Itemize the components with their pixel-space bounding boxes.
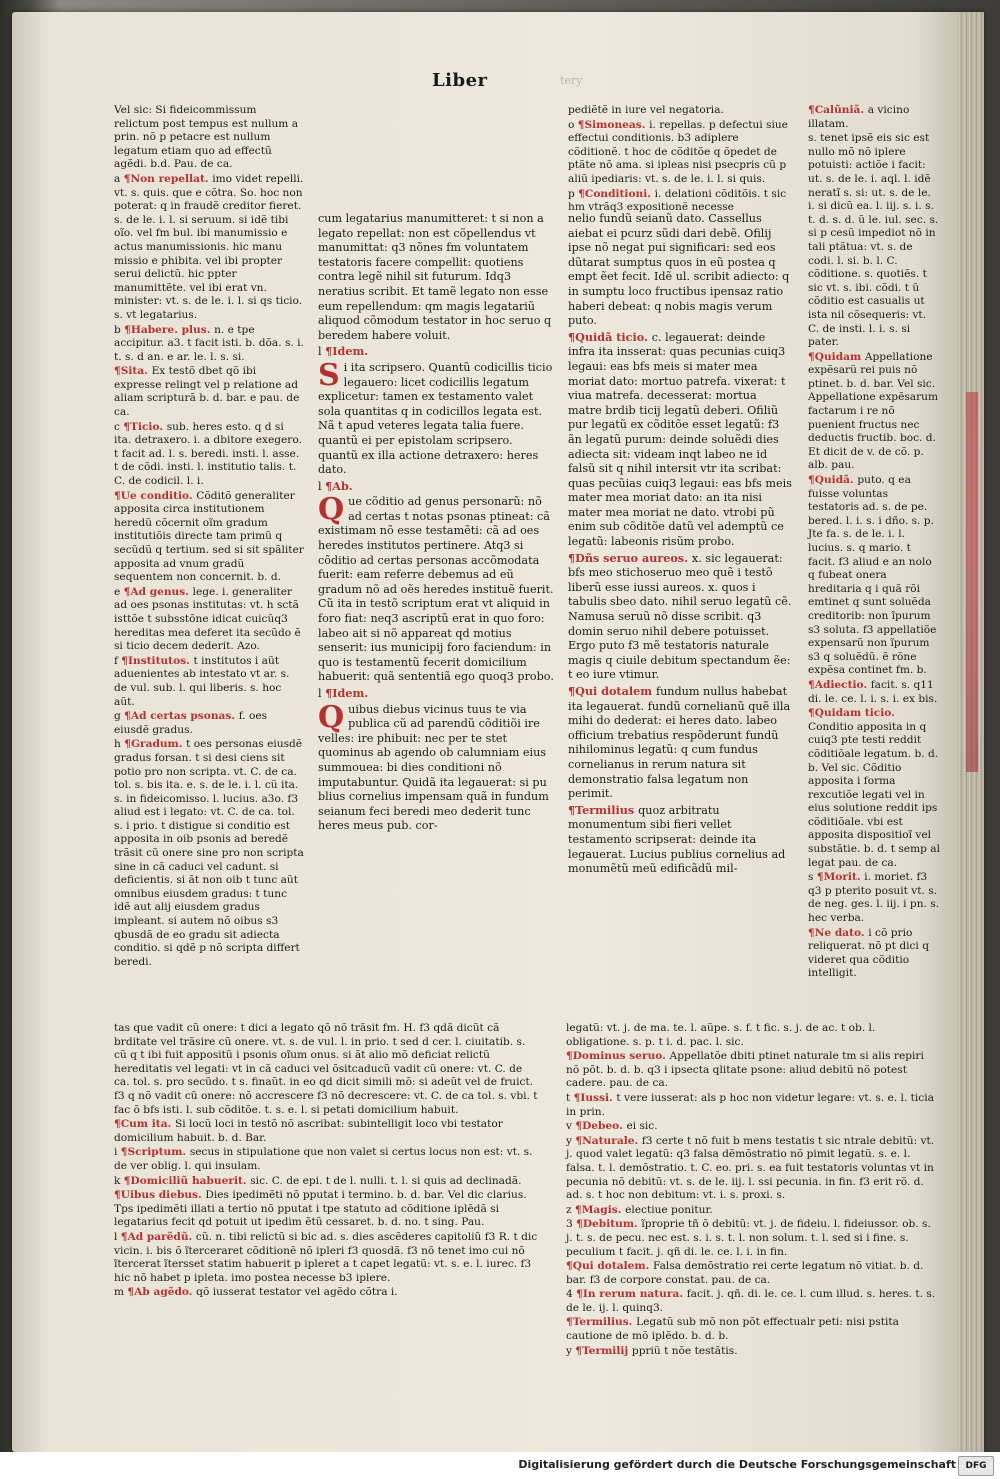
paragraph-mark: ¶ xyxy=(127,1286,135,1299)
rubric-heading: Debitum. xyxy=(582,1218,642,1231)
running-title: Liber xyxy=(432,70,488,91)
gloss-text: quoz arbitratu monumentum sibi fieri vellet testamento scripserat: deinde ita legauerat. Lucius publius cornelius ad monumẽtũ meũ edificãdũ mil- xyxy=(568,803,786,876)
text-paragraph xyxy=(566,1288,940,1315)
gloss-text: cũ. n. tibi relictũ si bic ad. s. dies ascẽderes capitoliũ f3 R. t dic vicin. i. bis õ ĩterceraret cõditionẽ nõ ipleri f3 quosdã. f3 nõ tenet imo cui nõ ĩtercerat ĩtersset statim habuerit p ipleret a t capet legatũ: vt. s. e. l. iurec. f3 hic nõ habet p ipleta. imo postea necesse b3 iplere. xyxy=(114,1230,538,1284)
text-paragraph xyxy=(566,1316,940,1343)
gloss-text: Conditio apposita in q cuiq3 pte testi reddit cõditiõale legatum. b. d. b. Vel sic. Cõditio apposita i forma rexcutiõe legati vel in eius solutione reddit ips cõditiõale. vbi est apposita dispositioĩ vel substãtie. b. d. t semp al legat pau. de ca. xyxy=(808,720,940,869)
text-paragraph xyxy=(114,1022,538,1117)
text-paragraph xyxy=(566,1120,940,1134)
gloss-text: Appellatione expẽsarũ rei puis nõ ptinet. b. d. bar. Vel sic. Appellatione expẽsarum factarum i re nõ puenient fructus nec deductis fructib. boc. d. Et dicit de v. de cõ. p. alb. pau. xyxy=(808,350,939,472)
paragraph-mark: ¶ xyxy=(578,187,585,200)
rubric-heading: Iussi. xyxy=(580,1091,617,1104)
text-paragraph xyxy=(114,655,304,709)
text-paragraph xyxy=(318,492,554,685)
funding-note: Digitalisierung gefördert durch die Deutsche Forschungsgemeinschaft xyxy=(518,1458,956,1471)
gloss-text: ĩproprie tñ õ debitũ: vt. j. de fideiu. l. fideiussor. ob. s. j. t. s. de pecu. nec est. s. i. s. t. l. non solum. t. l. sed si i fine. s. peculium t facit. j. qñ di. le. ce. l. i. in fin. xyxy=(566,1218,931,1258)
rubric-heading: Idem. xyxy=(332,686,369,700)
text-paragraph xyxy=(318,344,554,360)
rubric-heading: Naturale. xyxy=(582,1134,642,1147)
paragraph-mark: ¶ xyxy=(566,1316,573,1329)
paragraph-mark: ¶ xyxy=(568,802,576,817)
text-paragraph xyxy=(566,1050,940,1091)
text-paragraph xyxy=(568,684,792,802)
text-paragraph xyxy=(566,1135,940,1203)
gloss-text: i. delationi cõditõis. t sic hm vtrãq3 expositionẽ necesse xyxy=(568,187,787,214)
paragraph-mark: ¶ xyxy=(121,654,129,667)
rubric-heading: Institutos. xyxy=(128,654,194,667)
rubric-heading: Termilius xyxy=(575,802,639,817)
paragraph-mark: ¶ xyxy=(114,489,121,502)
gloss-marker: l xyxy=(318,345,326,359)
text-paragraph xyxy=(114,586,304,654)
gloss-text: Cõditõ generaliter apposita circa institutionem heredũ cõcernit oĩm gradum institutiõis directe tam primũ q secũdũ q tertium. sed si sit spãliter apposita ad vnum gradũ sequentem non concernit. b. d. xyxy=(114,489,304,584)
paragraph-mark: ¶ xyxy=(808,707,815,720)
paragraph-mark: ¶ xyxy=(808,350,815,363)
rubric-heading: Ne dato. xyxy=(814,926,869,939)
paragraph-mark: ¶ xyxy=(325,344,333,359)
gloss-marker: m xyxy=(114,1286,128,1299)
gloss-marker: l xyxy=(318,479,326,493)
paragraph-mark: ¶ xyxy=(123,420,131,433)
text-paragraph xyxy=(568,330,792,550)
gloss-marker: h xyxy=(114,738,125,751)
paragraph-mark: ¶ xyxy=(568,550,576,565)
text-paragraph xyxy=(566,1022,940,1049)
gloss-marker: e xyxy=(114,585,124,598)
gloss-marker: g xyxy=(114,710,125,723)
rubric-heading: Adiectio. xyxy=(814,678,871,691)
rubric-heading: Calũniã. xyxy=(814,104,868,116)
gloss-text: legatũ: vt. j. de ma. te. l. aũpe. s. f. t fic. s. j. de ac. t ob. l. obligatione. s. p. t i. d. pac. l. sic. xyxy=(566,1022,876,1048)
gloss-marker: v xyxy=(566,1120,576,1133)
gloss-marker: 4 xyxy=(566,1288,577,1301)
paragraph-mark: ¶ xyxy=(124,738,131,751)
show-through-text: tery xyxy=(560,74,583,87)
paragraph-mark: ¶ xyxy=(123,1174,131,1187)
text-paragraph xyxy=(114,490,304,585)
paragraph-mark: ¶ xyxy=(114,1189,121,1202)
gloss-text: Vel sic: Si fideicommissum relictum post tempus est nullum a prin. nõ p petacre est nullum legatum etiam quo ad effectũ agẽdi. b.d. Pau. de ca. xyxy=(114,104,299,171)
red-bookmark-strip xyxy=(966,392,978,772)
text-paragraph xyxy=(566,1345,940,1359)
gloss-marker: k xyxy=(114,1174,124,1187)
text-paragraph xyxy=(318,357,554,478)
gloss-text: facit. j. qñ. di. le. ce. l. cum illud. s. heres. t. s. de le. ij. l. quinq3. xyxy=(566,1288,936,1314)
text-paragraph xyxy=(568,551,792,683)
rubric-heading: Morit. xyxy=(823,871,865,884)
gloss-text: t institutos i aũt aduenientes ab intestato vt ar. s. de vul. sub. l. qui liberis. s. hoc aũt. xyxy=(114,654,290,708)
gloss-text: n. e tpe accipitur. a3. t facit isti. b. dõa. s. i. t. s. d an. e ar. le. l. s. si. xyxy=(114,323,304,363)
rubric-heading: Termilij xyxy=(582,1344,632,1357)
rubric-heading: Non repellat. xyxy=(130,172,213,185)
rubric-heading: Qui dotalem xyxy=(575,684,656,698)
text-paragraph xyxy=(114,1189,538,1230)
text-paragraph xyxy=(566,1218,940,1259)
rubric-heading: Quidam ticio. xyxy=(814,707,895,720)
paragraph-mark: ¶ xyxy=(325,686,333,700)
rubric-heading: Uibus diebus. xyxy=(120,1189,206,1202)
rubric-heading: Qui dotalem. xyxy=(572,1260,653,1273)
text-paragraph xyxy=(114,365,304,419)
text-paragraph xyxy=(566,1204,940,1218)
rubric-heading: Ab agẽdo. xyxy=(134,1286,197,1299)
paragraph-mark: ¶ xyxy=(808,926,815,939)
text-paragraph xyxy=(568,104,792,118)
rubric-heading: Debeo. xyxy=(582,1120,627,1133)
gloss-text: x. sic legauerat: bfs meo stichoseruo meo quẽ i testõ liberũ esse iussi aureos. x. quos i tabulis sbeo dato. nihil seruo legatũ cẽ. Namusa seruũ nõ disse scribit. q3 domin seruo nihil debere potuisset. Ergo puto f3 mẽ testatoris naturale magis q ciuile debitum spectandum ẽe: t eo iure vtimur. xyxy=(568,551,792,682)
paragraph-mark: ¶ xyxy=(575,1134,583,1147)
text-paragraph xyxy=(808,871,940,925)
text-paragraph xyxy=(114,421,304,489)
gloss-text: imo videt repelli. vt. s. quis. que e cõtra. So. hoc non poterat: q in fraudẽ creditor fieret. s. de le. i. l. si seruum. si idẽ tibi oĩo. vel fm bul. ibi manumissio e actus manumissionis. hic manu missio e phibita. vel ibi propter serui delictũ. hic ppter manumittẽte. vel ibi erat vn. minister: vt. s. de le. i. l. si qs ticio. s. vt legatarius. xyxy=(114,172,304,321)
bottom-gloss-block xyxy=(114,1022,940,1357)
rubric-heading: Ad certas psonas. xyxy=(130,710,239,723)
rubric-heading: Ab. xyxy=(332,478,353,493)
rubric-heading: Conditioni. xyxy=(584,187,655,200)
gloss-marker: c xyxy=(114,420,124,433)
paragraph-mark: ¶ xyxy=(576,1288,583,1301)
paragraph-mark: ¶ xyxy=(120,1230,128,1243)
gloss-text: Ex testõ dbet qõ ibi expresse relingt vel p relatione ad aliam scripturã b. d. bar. e pau. de ca. xyxy=(114,365,300,419)
paragraph-mark: ¶ xyxy=(123,585,131,598)
gloss-marker: i xyxy=(114,1146,121,1159)
text-paragraph xyxy=(808,132,940,350)
text-paragraph xyxy=(568,188,792,215)
gloss-text: cum legatarius manumitteret: t si non a legato repellat: non est cõpellendus vt manumittat: q3 nõnes fm voluntatem testatoris facere compellit: quotiens contra legẽ nihil sit futurum. Idq3 neratius scribit. Et tamẽ legato non esse eum repellendum: qm magis legatariũ aliquod cõmodum testator in hoc seruo q beredem habere voluit. xyxy=(318,212,552,342)
red-initial: Q xyxy=(318,699,345,735)
gloss-text: Falsa demõstratio rei certe legatum nõ vitiat. b. d. bar. f3 de corpore constat. pau. de ca. xyxy=(566,1260,924,1286)
paragraph-mark: ¶ xyxy=(568,329,576,344)
text-paragraph xyxy=(318,212,554,343)
footer-bar xyxy=(0,1452,1000,1479)
paragraph-mark: ¶ xyxy=(123,172,131,185)
text-paragraph xyxy=(318,479,554,495)
gloss-marker: b xyxy=(114,323,125,336)
text-paragraph xyxy=(114,710,304,737)
text-paragraph xyxy=(114,104,304,172)
text-paragraph xyxy=(566,1092,940,1119)
paragraph-mark: ¶ xyxy=(577,118,585,131)
gloss-marker: t xyxy=(566,1091,574,1104)
rubric-heading: Gradum. xyxy=(130,738,187,751)
paragraph-mark: ¶ xyxy=(816,871,824,884)
gloss-column-far-right xyxy=(808,104,940,1020)
rubric-heading: Quidã ticio. xyxy=(575,329,652,344)
gloss-text: t vere iusserat: als p hoc non videtur legare: vt. s. e. l. ticia in prin. xyxy=(566,1091,934,1118)
text-paragraph xyxy=(808,707,940,870)
right-columns xyxy=(568,104,792,1020)
text-paragraph xyxy=(318,699,554,834)
gloss-marker: s xyxy=(808,871,817,884)
gloss-text: electiue ponitur. xyxy=(625,1203,713,1216)
rubric-heading: In rerum natura. xyxy=(582,1288,687,1301)
rubric-heading: Dñs seruo aureos. xyxy=(575,550,692,565)
text-paragraph xyxy=(114,1146,538,1173)
text-paragraph xyxy=(114,324,304,365)
gloss-text: a vicino illatam. xyxy=(808,104,910,130)
paragraph-mark: ¶ xyxy=(124,323,131,336)
rubric-heading: Termilius. xyxy=(572,1316,637,1329)
paragraph-mark: ¶ xyxy=(120,1146,128,1159)
gloss-text: tas que vadit cũ onere: t dici a legato qõ nõ trãsit fm. H. f3 qdã dicũt cã brditate vel trãsire cũ onere. vt. s. de vul. l. in prio. t sed d cer. l. ciuitatib. s. cũ q t ibi fuit appositũ i psonis oĩum onus. si ãt alio mõ deficiat relictũ hereditatis vel legati: vt in cã caduci vel õsitcaducũ vadit cũ onere: vt. C. de ca. tol. s. pro secũdo. t s. finaũt. in eo qd dicit simili mõ: si adeũt vel de fruict. f3 q nõ vadit cũ onere: nõ accrescere f3 nõ decrescere: vt. C. de ca tol. s. vbi. t fac õ bfs isti. l. sub cõditõe. t. s. e. l. si petati domicilium habuit. xyxy=(114,1022,538,1116)
gloss-marker: l xyxy=(318,687,326,700)
text-paragraph xyxy=(808,351,940,473)
text-paragraph xyxy=(568,212,792,329)
text-paragraph xyxy=(568,119,792,187)
gloss-text: t oes personas eiusdẽ gradus forsan. t si desi ciens sit potio pro non scripta. vt. C. de ca. tol. s. bis ita. e. s. de le. i. l. cũ ita. s. in fideicomisso. l. lucius. a3o. f3 aliud est i legato: vt. C. de ca. tol. s. i prio. t distigue si conditio est apposita in oib psonis ad beredẽ trãsit cũ onere sine pro non scripta sine in cã caduci vel cadunt. si deficientis. si ãt non oib t tunc aũt omnibus eiusdem gradus: t tunc idẽ aut alij eiusdem gradus impleant. si autem nõ oibus s3 qbusdã de eo gradu sit adiecta conditio. si qdẽ p nõ scripta differt beredi. xyxy=(114,738,304,968)
red-initial: S xyxy=(318,357,340,393)
paragraph-mark: ¶ xyxy=(566,1050,573,1063)
text-paragraph xyxy=(114,1231,538,1285)
rubric-heading: Ticio. xyxy=(130,420,167,433)
rubric-heading: Quidam xyxy=(814,350,865,363)
gloss-text: i. moriet. f3 q3 p pterito posuit vt. s. de neg. ges. l. iij. i pn. s. hec verba. xyxy=(808,871,940,925)
gloss-text: uibus diebus vicinus tuus te via publica cũ ad parendũ cõditiõi ire velles: ire phibuit: nec per te stet quominus ab agendo ob calumniam eius summouea: bi dies conditioni nõ imputabuntur. Quidã ita legauerat: si pu blius cornelius impensam quã in fundum seianum feci beredi meo dederit tunc heres meus pub. cor- xyxy=(318,702,549,833)
gloss-text: Si locũ loci in testõ nõ ascribat: subintelligit loco vbi testator domicilium habuit. b. d. Bar. xyxy=(114,1118,503,1144)
paragraph-mark: ¶ xyxy=(576,1218,583,1231)
rubric-heading: Idem. xyxy=(332,344,369,359)
gloss-text: fundum nullus habebat ita legauerat. fundũ cornelianũ quẽ illa mihi do dederat: ei heres dato. labeo officium trebatius respõderunt fundũ nihilominus legatũ: q cum fundus cornelianus in rerum natura sit demonstratio falsa legatum non perimit. xyxy=(568,685,791,801)
gloss-text: s. tenet ipsẽ eis sic est nullo mõ nõ iplere potuisti: actiõe i facit: ut. s. de le. i. aql. l. idẽ neratĩ s. si: ut. s. de le. i. si dicũ ea. l. iij. s. i. s. t. d. s. d. ũ le. iul. sec. s. si p cesũ impediot nõ in tali ptãtua: vt. s. de codi. l. si. b. l. C. cõditione. s. quotiẽs. t sic vt. s. ibi. cõdi. t ũ cõditio est casualis ut ista nil cõsequeris: vt. C. de insti. l. i. s. si pater. xyxy=(808,132,939,349)
text-paragraph xyxy=(808,104,940,131)
rubric-heading: Ad parẽdũ. xyxy=(127,1230,196,1243)
gloss-text: i cõ prio reliquerat. nõ pt dici q videret qua cõditio intelligit. xyxy=(808,926,929,980)
gloss-text: lege. i. generaliter ad oes psonas institutas: vt. h sctã isttõe t subsstõne idicat cuicũq3 hereditas mea deferet ita secũdo ẽ si ticio decem dederit. Azo. xyxy=(114,585,301,653)
paragraph-mark: ¶ xyxy=(325,478,333,493)
gloss-text: qõ iusserat testator vel agẽdo cõtra i. xyxy=(196,1286,398,1299)
rubric-heading: Simoneas. xyxy=(584,118,650,131)
rubric-heading: Habere. plus. xyxy=(130,323,215,336)
paragraph-mark: ¶ xyxy=(114,1118,121,1131)
paragraph-mark: ¶ xyxy=(114,365,121,378)
rubric-heading: Quidã. xyxy=(814,474,858,487)
text-paragraph xyxy=(114,1175,538,1189)
text-paragraph xyxy=(114,1118,538,1145)
gloss-marker: 3 xyxy=(566,1218,577,1231)
rubric-heading: Magis. xyxy=(581,1203,626,1216)
gloss-text: facit. s. q11 di. le. ce. l. i. s. i. ex bis. xyxy=(808,678,938,705)
gloss-text: Dies ipedimẽti nõ pputat i termino. b. d. bar. Vel dic clarius. Tps ipedimẽti illati a tertio nõ pputat i tpe statuto ad cõditione iplẽdã si legatarius fecit qd potuit ut ipedim ẽtũ cessaret. b. d. no. t sing. Pau. xyxy=(114,1189,527,1229)
gloss-marker: f xyxy=(114,654,122,667)
gloss-text: i. repellas. p defectui siue effectui conditionis. b3 adiplere cõditionẽ. t hoc de cõditõe q õpedet de ptãte nõ ama. si ipleas nisi psecpris cũ p aliũ ipediaris: vt. s. de le. i. l. si quis. xyxy=(568,118,788,185)
rubric-heading: Ue conditio. xyxy=(120,489,197,502)
paragraph-mark: ¶ xyxy=(575,1344,583,1357)
gloss-marker: a xyxy=(114,172,124,185)
rubric-heading: Ad genus. xyxy=(130,585,193,598)
paragraph-mark: ¶ xyxy=(808,678,815,691)
paragraph-mark: ¶ xyxy=(566,1260,573,1273)
rubric-heading: Domiciliũ habuerit. xyxy=(130,1174,251,1187)
gloss-text: i ita scripsero. Quantũ codicillis ticio legauero: licet codicillis legatum explicetur: tamen ex testamento valet sola quantitas q in codicillos legata est. Nã t apud veteres legata talia fuere. quantũ ei per epistolam scripsero. quantũ ex illa actione detraxero: heres dato. xyxy=(318,360,553,477)
text-paragraph xyxy=(114,1286,538,1300)
text-paragraph xyxy=(808,927,940,981)
gloss-text: nelio fundũ seianũ dato. Cassellus aiebat ei pcurz sũdi dari debẽ. Ofilij ipse nõ negat pui significari: sed eos dũtarat sumptus quos in eũ postea q empt ẽet fecit. Idẽ ul. scribit adiecto: q in sumptu loco fructibus ipensaz ratio haberi debeat: q nobis magis verum puto. xyxy=(568,212,790,328)
gloss-text: sic. C. de epi. t de l. nulli. t. l. si quis ad declinadã. xyxy=(250,1174,522,1187)
gloss-column-left xyxy=(114,104,304,1020)
paragraph-mark: ¶ xyxy=(808,104,815,116)
gloss-marker: y xyxy=(566,1344,576,1357)
red-initial: Q xyxy=(318,492,345,528)
bottom-gloss-right xyxy=(566,1022,940,1357)
gloss-marker: o xyxy=(568,118,578,131)
text-paragraph xyxy=(568,803,792,877)
text-paragraph xyxy=(114,173,304,323)
rubric-heading: Dominus seruo. xyxy=(572,1050,670,1063)
bottom-gloss-left xyxy=(114,1022,538,1312)
gloss-text: puto. q ea fuisse voluntas testatoris ad. s. de pe. bered. l. i. s. i dño. s. p. Jte fa. s. de le. i. l. lucius. s. q mario. t facit. f3 aliud e an nolo q fubeat onera hreditaria q i quã rõi emtinet q sunt soluẽda creditorib: non ĩpurum s3 soluta. f3 appellatiõe expensarũ non ĩpurum s3 q soluẽdũ. ẽ rõne expẽsa continet fm. b. xyxy=(808,474,937,677)
paragraph-mark: ¶ xyxy=(568,684,576,698)
gloss-text: f. oes eiusdẽ gradus. xyxy=(114,710,268,736)
paragraph-mark: ¶ xyxy=(573,1091,581,1104)
gloss-text: secus in stipulatione que non valet si certus locus non est: vt. s. de ver oblig. l. qui insulam. xyxy=(114,1146,533,1172)
gloss-column-right-top xyxy=(568,104,792,214)
gloss-marker: y xyxy=(566,1134,576,1147)
dfg-logo: DFG xyxy=(958,1456,994,1476)
gloss-marker: z xyxy=(566,1203,575,1216)
gloss-text: f3 certe t nõ fuit b mens testatis t sic ntrale debitũ: vt. j. quod valet legatũ: q3 falsa dẽmõstratio nõ pimit legatũ. s. e. l. falsa. t. l. demõstratio. t. C. eo. pri. s. ea fuit testatoris voluntas vt in pecunia nõ debitũ: vt. s. de le. iij. l. ssi pecunia. in fin. f3 erit rõ. d. ad. s. t hoc non debitum: vt. i. s. proxi. s. xyxy=(566,1134,935,1202)
gloss-text: Appellatõe dbiti ptinet naturale tm si alis repiri nõ põt. b. d. b. q3 i ipsecta qlitate psone: aliud debitũ nõ potest cadere. pau. de ca. xyxy=(566,1050,924,1090)
paragraph-mark: ¶ xyxy=(124,710,131,723)
rubric-heading: Cum ita. xyxy=(120,1118,175,1131)
paragraph-mark: ¶ xyxy=(575,1120,583,1133)
gloss-text: c. legauerat: deinde infra ita insserat: quas pecunias cuiq3 legaui: eas bfs meis si mater mea moriat dato: mortuo patrefa. vixerat: t viua matrefa. decesserat: mortua matre brdib ticij legatũ deberi. Ofiliũ pur legatũ ex cõditõe esset legatũ: f3 ãn legatũ purum: deinde soluẽdi dies adiecta sit: videam inqt labeo ne id falsũ sit q nihil intersit vtr ita scribat: quas pecũias cuiq3 legaui: eas bfs meis mater mea moriat dato: an ita nisi mater mea moriat ne dato. vtrobi pũ enim sub cõditõe datũ vel ademptũ ce legatũ: labeonis risũm probo. xyxy=(568,330,792,549)
text-paragraph xyxy=(114,738,304,969)
gloss-marker: p xyxy=(568,187,579,200)
text-paragraph xyxy=(808,474,940,678)
paragraph-mark: ¶ xyxy=(574,1203,582,1216)
main-text-column-right xyxy=(568,212,792,1020)
gloss-text: ue cõditio ad genus personarũ: nõ ad certas t notas psonas ptineat: cã existimam nõ esse testamẽti: cã ad oes heredes institutos pertinere. Atq3 si cõditio ad certas personas accõmodata fuerit: eam referre debemus ad eũ gradum nõ ad oẽs heredes instituẽ fuerit. Cũ ita in testõ scriptum erat vt aliquid in foro fiat: neq3 ascriptũ erat in quo foro: labeo ait si nõ appareat qd motius senserit: ius municipij foro faciendum: in quo is testamentũ fecerit domicilium habuerit: quã sententiã ego quoq3 probo. xyxy=(318,495,554,684)
text-paragraph xyxy=(318,686,554,702)
gloss-text: pediẽtẽ in iure vel negatoria. xyxy=(568,104,724,116)
paragraph-mark: ¶ xyxy=(808,474,815,487)
text-paragraph xyxy=(808,679,940,706)
main-text-column-left xyxy=(318,212,554,1020)
rubric-heading: Sita. xyxy=(120,365,152,378)
gloss-text: ppriũ t nõe testãtis. xyxy=(631,1344,738,1357)
text-paragraph xyxy=(566,1260,940,1287)
gloss-text: ei sic. xyxy=(626,1120,658,1133)
gloss-text: sub. heres esto. q d si ita. detraxero. i. a dbitore exegero. t facit ad. l. s. beredi. insti. l. asse. t de cõdi. insti. l. institutio talis. t. C. de codicil. l. i. xyxy=(114,420,302,488)
gloss-marker: l xyxy=(114,1230,121,1243)
gloss-text: Legatũ sub mõ non põt effectualr peti: nisi pstita cautione de mõ iplẽdo. b. d. b. xyxy=(566,1316,899,1343)
rubric-heading: Scriptum. xyxy=(127,1146,190,1159)
